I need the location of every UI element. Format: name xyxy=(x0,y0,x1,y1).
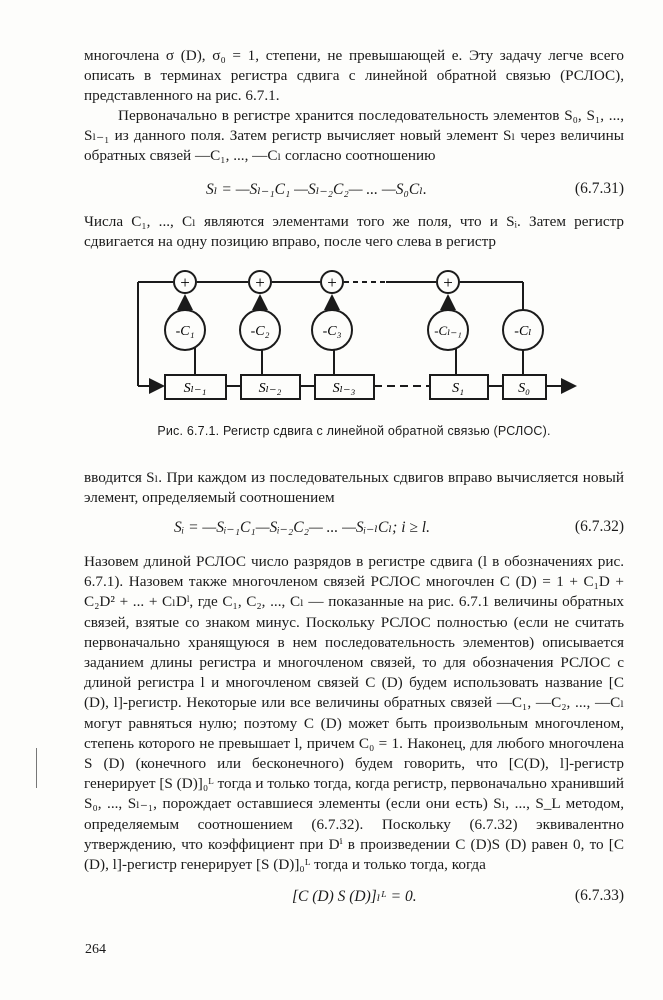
svg-text:Sₗ₋₁: Sₗ₋₁ xyxy=(183,381,207,396)
equation-formula: Sᵢ = —Sᵢ₋₁C₁—Sᵢ₋₂C₂— ... —Sᵢ₋ₗCₗ; i ≥ l. xyxy=(174,519,430,536)
equation-formula: [C (D) S (D)]ₗᴸ = 0. xyxy=(292,888,417,905)
adder-2 xyxy=(249,271,271,293)
paragraph-3: Числа C₁, ..., Cₗ являются элементами того же поля, что и Sᵢ. Затем регистр сдвигается на одну позицию вправо, после чего слева в регистр xyxy=(84,213,624,251)
adder-4 xyxy=(437,271,459,293)
equation-6-7-31 xyxy=(84,180,624,204)
paragraph-4: вводится Sₗ. При каждом из последовательных сдвигов вправо вычисляется новый элемент, определяемый соотношением xyxy=(84,469,624,507)
lfsr-diagram xyxy=(120,262,580,410)
multiplier-c1 xyxy=(165,310,205,350)
adder-1 xyxy=(174,271,196,293)
equation-6-7-32 xyxy=(84,518,624,542)
register-cell-s1 xyxy=(430,375,488,399)
register-cell-sl-2 xyxy=(241,375,300,399)
paragraph-2: Первоначально в регистре хранится последовательность элементов S₀, S₁, ..., Sₗ₋₁ из данного поля. Затем регистр вычисляет новый элемент Sₗ через величины обратных связей —C₁, ..., —Cₗ согласно соотношению xyxy=(84,107,624,165)
svg-text:-C₁: -C₁ xyxy=(175,324,195,339)
svg-text:-C₃: -C₃ xyxy=(322,324,342,339)
svg-text:-Cₗ₋₁: -Cₗ₋₁ xyxy=(434,323,462,338)
register-cell-sl-1 xyxy=(165,375,226,399)
svg-text:-C₂: -C₂ xyxy=(250,324,270,339)
register-cell-sl-3 xyxy=(315,375,374,399)
margin-mark xyxy=(36,748,38,788)
svg-text:S₁: S₁ xyxy=(452,381,464,396)
multiplier-c2 xyxy=(240,310,280,350)
equation-formula: Sₗ = —Sₗ₋₁C₁ —Sₗ₋₂C₂— ... —S₀Cₗ. xyxy=(206,181,427,198)
multiplier-cl-1 xyxy=(428,310,468,350)
paragraph-1: многочлена σ (D), σ₀ = 1, степени, не превышающей e. Эту задачу легче всего описать в терминах регистра сдвига с линейной обратной связью (РСЛОС), представленного на рис. 6.7.1. xyxy=(84,47,624,105)
page-number: 264 xyxy=(85,942,106,957)
svg-text:+: + xyxy=(255,273,265,292)
adder-3 xyxy=(321,271,343,293)
paragraph-5: Назовем длиной РСЛОС число разрядов в регистре сдвига (l в обозначениях рис. 6.7.1). Назовем также многочленом связей РСЛОС многочлен C (D) = 1 + C₁D + C₂D² + ... + CₗDˡ, где C₁, C₂, ..., Cₗ — показанные на рис. 6.7.1 величины обратных связей, взятые со знаком минус. Поскольку РСЛОС полностью (если не считать первоначально хранящуюся в нем последовательность элементов) описывается заданием длины регистра и многочленом связей, то для обозначения РСЛОС с длиной регистра l и многочленом связей C (D) будем использовать название [C (D), l]-регистр. Некоторые или все величины обратных связей —C₁, —C₂, ..., —Cₗ могут равняться нулю; поэтому C (D) может быть произвольным многочленом, степень которого не превышает l, причем C₀ = 1. Наконец, для любого многочлена S (D) (конечного или бесконечного) будем говорить, что [C(D), l]-регистр генерирует [S (D)]₀ᴸ тогда и только тогда, когда регистр, первоначально хранивший S₀, ..., Sₗ₋₁, порождает оставшиеся элементы (если они есть) Sₗ, ..., S_L методом, определяемым соотношением (6.7.32). Поскольку (6.7.32) эквивалентно утверждению, что коэффициент при Dⁱ в произведении C (D)S (D) равен 0, то [C (D), l]-регистр генерирует [S (D)]₀ᴸ тогда и только тогда, когда xyxy=(84,553,624,874)
figure-caption: Рис. 6.7.1. Регистр сдвига с линейной обратной связью (РСЛОС). xyxy=(157,424,551,438)
svg-text:Sₗ₋₂: Sₗ₋₂ xyxy=(258,381,282,396)
equation-number: (6.7.32) xyxy=(574,518,624,535)
multiplier-cl xyxy=(503,310,543,350)
svg-text:-Cₗ: -Cₗ xyxy=(514,324,532,339)
svg-text:Sₗ₋₃: Sₗ₋₃ xyxy=(332,381,356,396)
svg-text:+: + xyxy=(180,273,190,292)
multiplier-c3 xyxy=(312,310,352,350)
register-cell-s0 xyxy=(503,375,546,399)
svg-text:+: + xyxy=(327,273,337,292)
equation-number: (6.7.33) xyxy=(574,887,624,904)
svg-text:+: + xyxy=(443,273,453,292)
equation-6-7-33 xyxy=(84,887,624,911)
equation-number: (6.7.31) xyxy=(574,180,624,197)
svg-text:S₀: S₀ xyxy=(518,381,530,396)
